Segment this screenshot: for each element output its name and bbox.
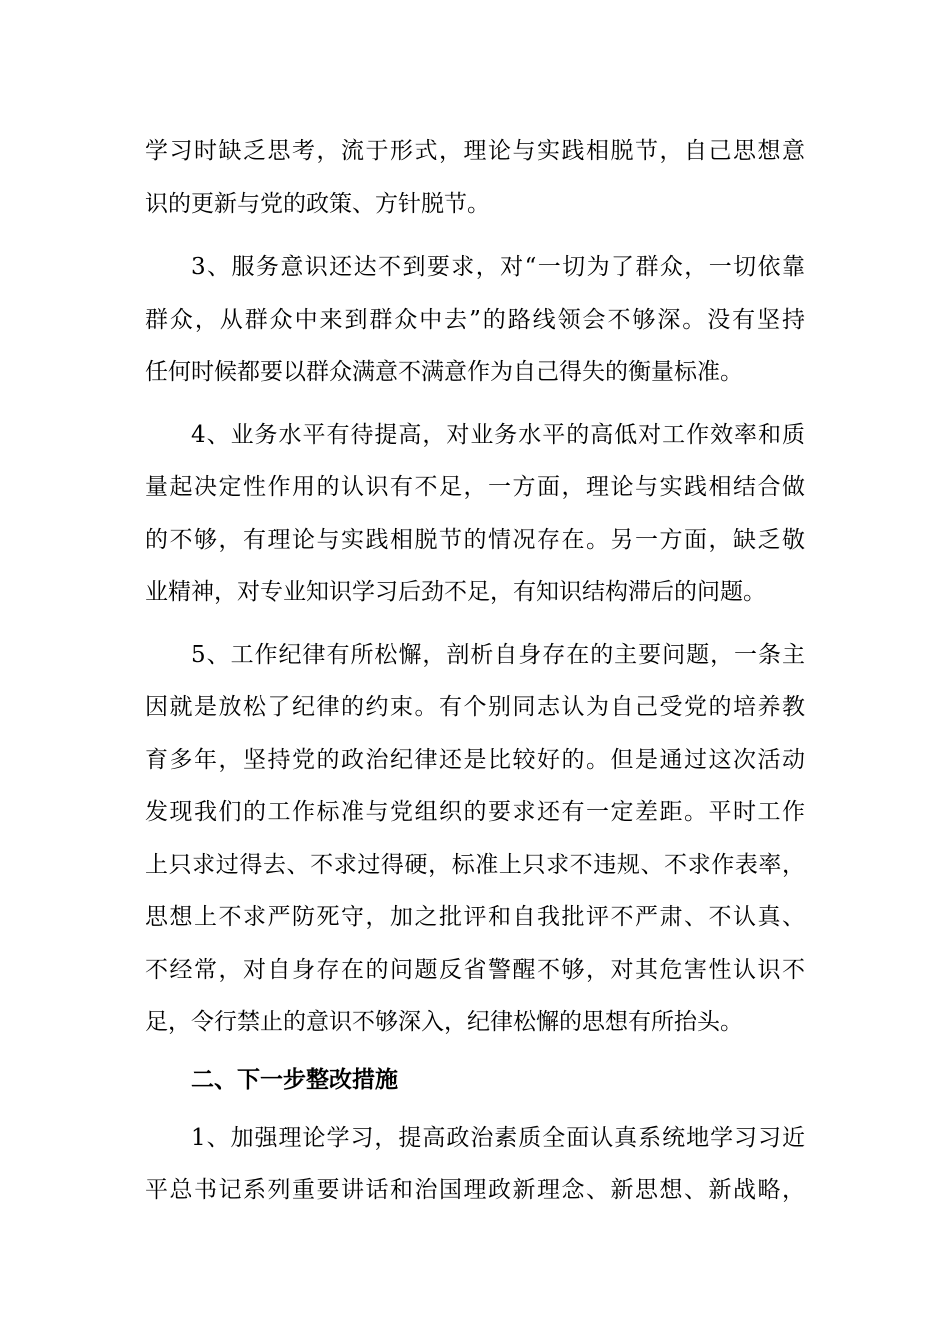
item-5-line: 5、工作纪律有所松懈，剖析自身存在的主要问题，一条主 xyxy=(191,642,805,668)
item-4-line: 量起决定性作用的认识有不足，一方面，理论与实践相结合做 xyxy=(145,474,805,500)
measure-1-line: 1、加强理论学习，提高政治素质全面认真系统地学习习近 xyxy=(191,1125,805,1151)
item-3-line: 任何时候都要以群众满意不满意作为自己得失的衡量标准。 xyxy=(145,359,743,385)
item-5-line: 思想上不求严防死守，加之批评和自我批评不严肃、不认真、 xyxy=(145,904,805,930)
section-heading: 二、下一步整改措施 xyxy=(191,1066,398,1093)
item-4-line: 4、业务水平有待提高，对业务水平的高低对工作效率和质 xyxy=(191,422,805,448)
item-4-line: 业精神，对专业知识学习后劲不足，有知识结构滞后的问题。 xyxy=(145,579,766,605)
item-5-line: 育多年，坚持党的政治纪律还是比较好的。但是通过这次活动 xyxy=(145,747,805,773)
paragraph-line: 学习时缺乏思考，流于形式，理论与实践相脱节，自己思想意 xyxy=(145,138,805,164)
measure-1-line: 平总书记系列重要讲话和治国理政新理念、新思想、新战略， xyxy=(145,1177,805,1203)
item-5-line: 足，令行禁止的意识不够深入，纪律松懈的思想有所抬头。 xyxy=(145,1009,743,1035)
item-3-line: 群众，从群众中来到群众中去”的路线领会不够深。没有坚持 xyxy=(145,307,805,333)
item-5-line: 因就是放松了纪律的约束。有个别同志认为自己受党的培养教 xyxy=(145,694,805,720)
item-4-line: 的不够，有理论与实践相脱节的情况存在。另一方面，缺乏敬 xyxy=(145,527,805,553)
item-5-line: 上只求过得去、不求过得硬，标准上只求不违规、不求作表率， xyxy=(145,852,805,878)
item-5-line: 不经常，对自身存在的问题反省警醒不够，对其危害性认识不 xyxy=(145,957,805,983)
paragraph-line: 识的更新与党的政策、方针脱节。 xyxy=(145,191,490,217)
item-5-line: 发现我们的工作标准与党组织的要求还有一定差距。平时工作 xyxy=(145,799,805,825)
item-3-line: 3、服务意识还达不到要求，对“一切为了群众，一切依靠 xyxy=(191,254,805,280)
